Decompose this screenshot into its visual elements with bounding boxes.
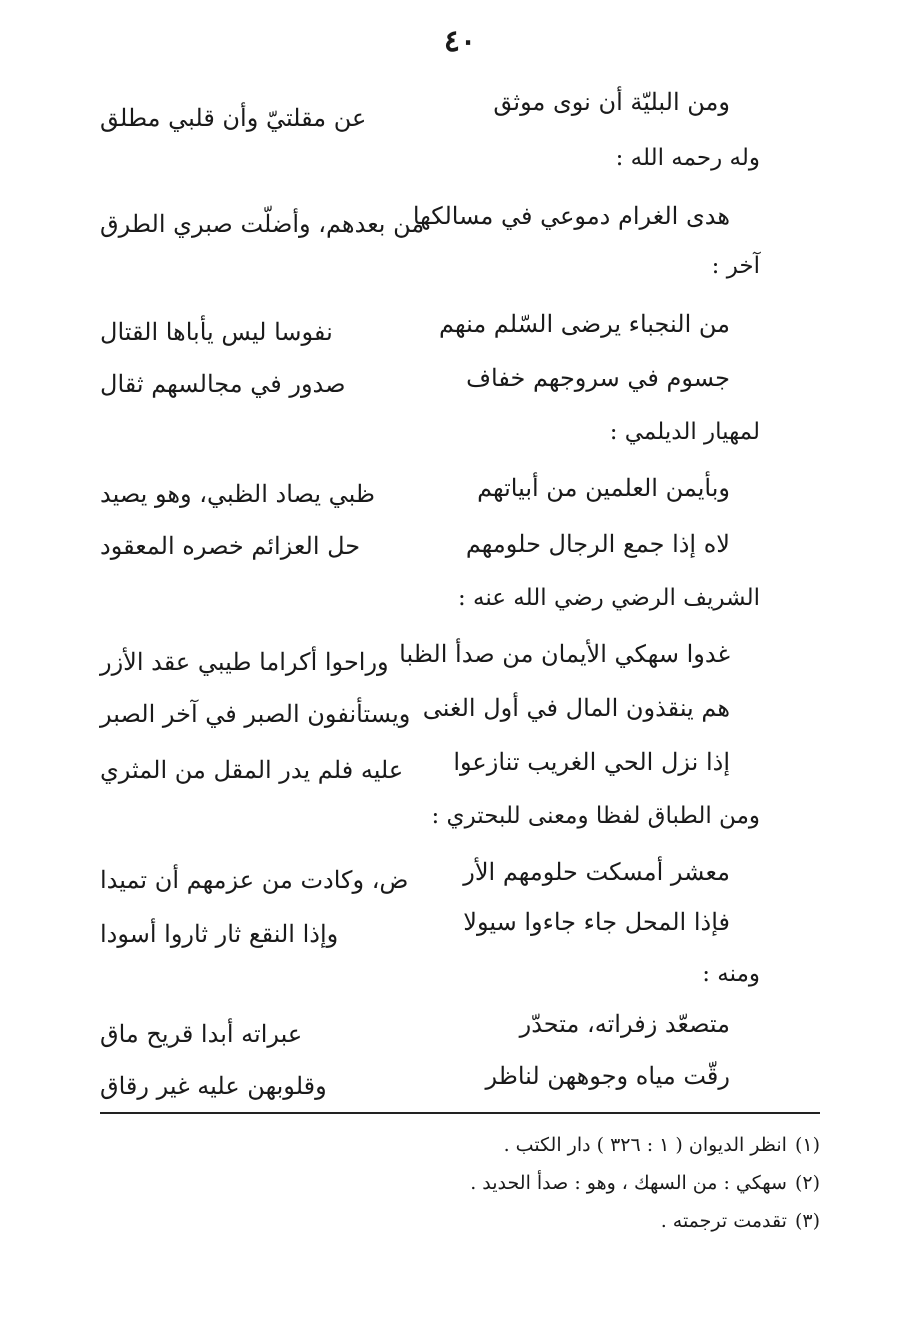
- verse-7-hemistich-2: وراحوا أكراما طيبي عقد الأزر: [100, 648, 389, 676]
- verse-10-hemistich-2: ض، وكادت من عزمهم أن تميدا: [100, 866, 409, 894]
- verse-10-hemistich-1: معشر أمسكت حلومهم الأر: [463, 858, 730, 886]
- verse-9-hemistich-2: عليه فلم يدر المقل من المثري: [100, 756, 404, 784]
- verse-13-hemistich-2: وقلوبهن عليه غير رقاق: [100, 1072, 327, 1100]
- footnote: [504, 1130, 820, 1160]
- intro-line: الشريف الرضي رضي الله عنه :: [457, 585, 760, 611]
- page-number: ٤٠: [443, 24, 477, 59]
- footnote-text: تقدمت ترجمته .: [660, 1210, 787, 1232]
- verse-12-hemistich-2: عبراته أبدا قريح ماق: [100, 1020, 303, 1048]
- footnote-number: (٢): [794, 1172, 820, 1194]
- verse-11-hemistich-2: وإذا النقع ثار ثاروا أسودا: [100, 920, 339, 948]
- verse-6-hemistich-2: حل العزائم خصره المعقود: [100, 532, 361, 560]
- verse-4-hemistich-2: صدور في مجالسهم ثقال: [100, 370, 346, 398]
- intro-line: ومن الطباق لفظا ومعنى للبحتري :: [431, 803, 760, 829]
- verse-1-hemistich-1: ومن البليّة أن نوى موثق: [493, 88, 730, 116]
- verse-6-hemistich-1: لاه إذا جمع الرجال حلومهم: [465, 530, 730, 558]
- verse-5-hemistich-1: وبأيمن العلمين من أبياتهم: [477, 474, 730, 502]
- footnote: [470, 1168, 820, 1198]
- verse-2-hemistich-1: هدى الغرام دموعي في مسالكها: [412, 202, 730, 230]
- verse-8-hemistich-1: هم ينقذون المال في أول الغنى: [422, 694, 730, 722]
- verse-1-hemistich-2: عن مقلتيّ وأن قلبي مطلق: [100, 104, 367, 132]
- verse-5-hemistich-2: ظبي يصاد الظبي، وهو يصيد: [100, 480, 375, 508]
- footnote-text: انظر الديوان ( ١ : ٣٢٦ ) دار الكتب .: [503, 1134, 787, 1156]
- footnote-number: (٣): [794, 1210, 820, 1232]
- verse-12-hemistich-1: متصعّد زفراته، متحدّر: [519, 1010, 730, 1038]
- verse-2-hemistich-2: من بعدهم، وأضلّت صبري الطرق: [100, 210, 425, 238]
- verse-4-hemistich-1: جسوم في سروجهم خفاف: [466, 364, 730, 392]
- footnote-divider: [100, 1112, 820, 1114]
- intro-line: ومنه :: [702, 961, 760, 987]
- verse-8-hemistich-2: ويستأنفون الصبر في آخر الصبر: [100, 700, 411, 728]
- verse-3-hemistich-1: من النجباء يرضى السّلم منهم: [439, 310, 730, 338]
- verse-11-hemistich-1: فإذا المحل جاء جاءوا سيولا: [463, 908, 730, 936]
- verse-13-hemistich-1: رقّت مياه وجوههن لناظر: [485, 1062, 730, 1090]
- footnote-number: (١): [794, 1134, 820, 1156]
- verse-7-hemistich-1: غدوا سهكي الأيمان من صدأ الظبا: [399, 640, 730, 668]
- intro-line: آخر :: [711, 253, 760, 279]
- intro-line: وله رحمه الله :: [615, 145, 760, 171]
- footnote: [661, 1206, 820, 1236]
- verse-3-hemistich-2: نفوسا ليس يأباها القتال: [100, 318, 333, 346]
- intro-line: لمهيار الديلمي :: [609, 419, 760, 445]
- verse-9-hemistich-1: إذا نزل الحي الغريب تنازعوا: [453, 748, 730, 776]
- footnote-text: سهكي : من السهك ، وهو : صدأ الحديد .: [470, 1172, 787, 1194]
